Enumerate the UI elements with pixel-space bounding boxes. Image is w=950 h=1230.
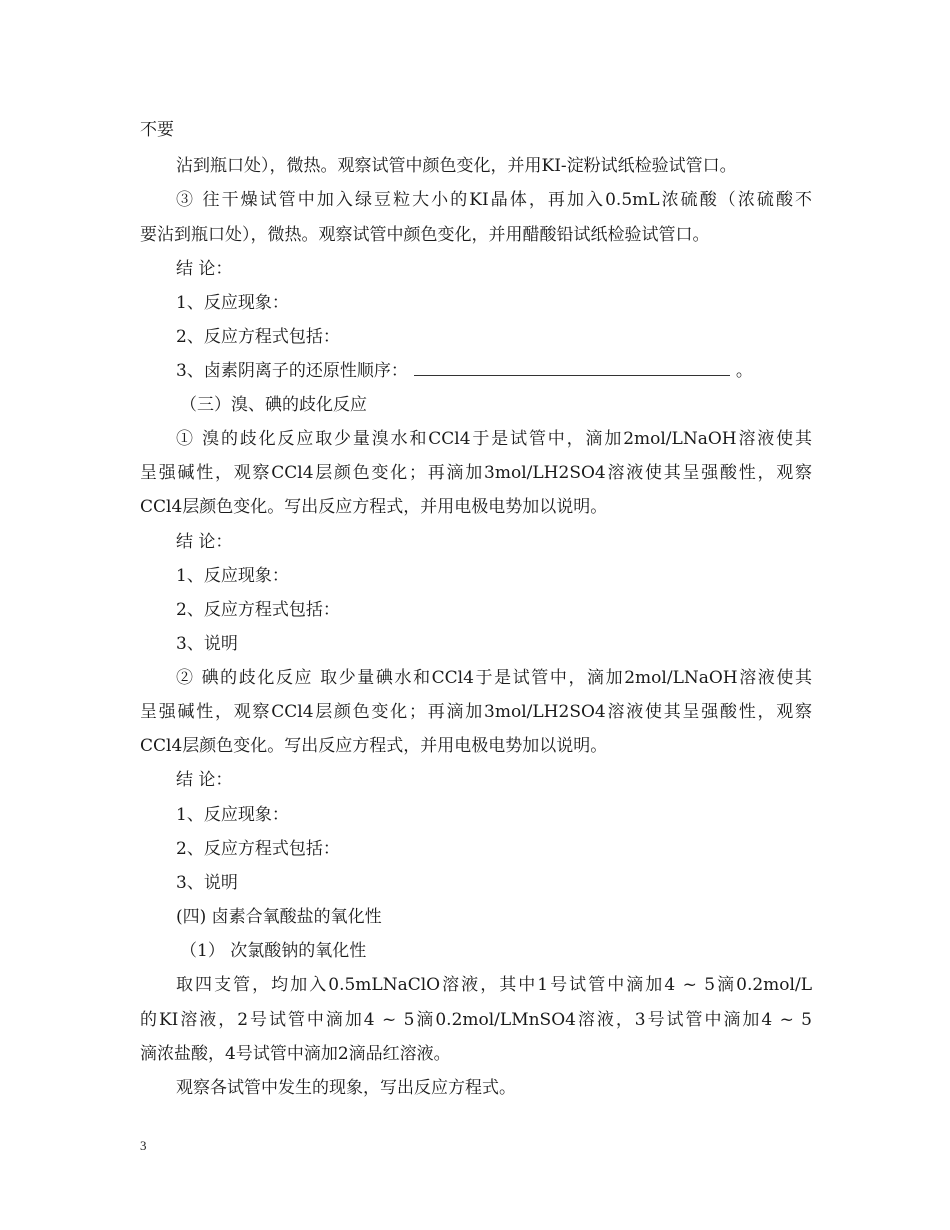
conclusion-heading: 结 论： — [176, 532, 233, 552]
text-line: 3、说明 — [176, 634, 238, 654]
text-line: 2、反应方程式包括： — [176, 839, 340, 859]
text-line: 呈强碱性，观察CCl4层颜色变化；再滴加3mol/LH2SO4溶液使其呈强酸性，观察 — [140, 463, 812, 483]
text-line: 不要 — [140, 120, 174, 140]
text-line: ③ 往干燥试管中加入绿豆粒大小的KI晶体，再加入0.5mL浓硫酸（浓硫酸不 — [176, 190, 812, 210]
text-line: CCl4层颜色变化。写出反应方程式，并用电极电势加以说明。 — [140, 497, 608, 517]
text-line: 1、反应现象： — [176, 293, 289, 313]
text-line: 的KI溶液，2号试管中滴加4 ~ 5滴0.2mol/LMnSO4溶液，3号试管中滴加4 ~ 5 — [140, 1010, 812, 1030]
text-line: CCl4层颜色变化。写出反应方程式，并用电极电势加以说明。 — [140, 736, 608, 756]
fill-in-label: 3、卤素阴离子的还原性顺序： — [176, 361, 408, 381]
fill-in-suffix: 。 — [735, 361, 753, 381]
conclusion-heading: 结 论： — [176, 770, 233, 790]
text-line: 2、反应方程式包括： — [176, 327, 340, 347]
text-line: 滴浓盐酸，4号试管中滴加2滴品红溶液。 — [140, 1044, 451, 1064]
text-line: ② 碘的歧化反应 取少量碘水和CCl4于是试管中，滴加2mol/LNaOH溶液使其 — [176, 668, 812, 688]
text-line: 呈强碱性，观察CCl4层颜色变化；再滴加3mol/LH2SO4溶液使其呈强酸性，观察 — [140, 702, 812, 722]
page-number: 3 — [140, 1138, 147, 1153]
conclusion-heading: 结 论： — [176, 259, 233, 279]
text-line: 1、反应现象： — [176, 805, 289, 825]
section-heading: （三）溴、碘的歧化反应 — [180, 395, 367, 415]
text-line: 2、反应方程式包括： — [176, 600, 340, 620]
text-line: 要沾到瓶口处），微热。观察试管中颜色变化，并用醋酸铅试纸检验试管口。 — [140, 225, 710, 245]
subsection-heading: （1） 次氯酸钠的氧化性 — [180, 941, 367, 961]
text-line: 取四支管，均加入0.5mLNaClO溶液，其中1号试管中滴加4 ~ 5滴0.2mol/L — [176, 975, 812, 995]
text-line: 沾到瓶口处），微热。观察试管中颜色变化，并用KI-淀粉试纸检验试管口。 — [176, 156, 737, 176]
fill-in-line — [176, 359, 812, 383]
text-line: ① 溴的歧化反应取少量溴水和CCl4于是试管中，滴加2mol/LNaOH溶液使其 — [176, 429, 812, 449]
fill-in-blank — [414, 359, 730, 376]
text-line: 1、反应现象： — [176, 566, 289, 586]
section-heading: (四) 卤素合氧酸盐的氧化性 — [176, 907, 382, 927]
text-line: 观察各试管中发生的现象，写出反应方程式。 — [176, 1078, 516, 1098]
text-line: 3、说明 — [176, 873, 238, 893]
